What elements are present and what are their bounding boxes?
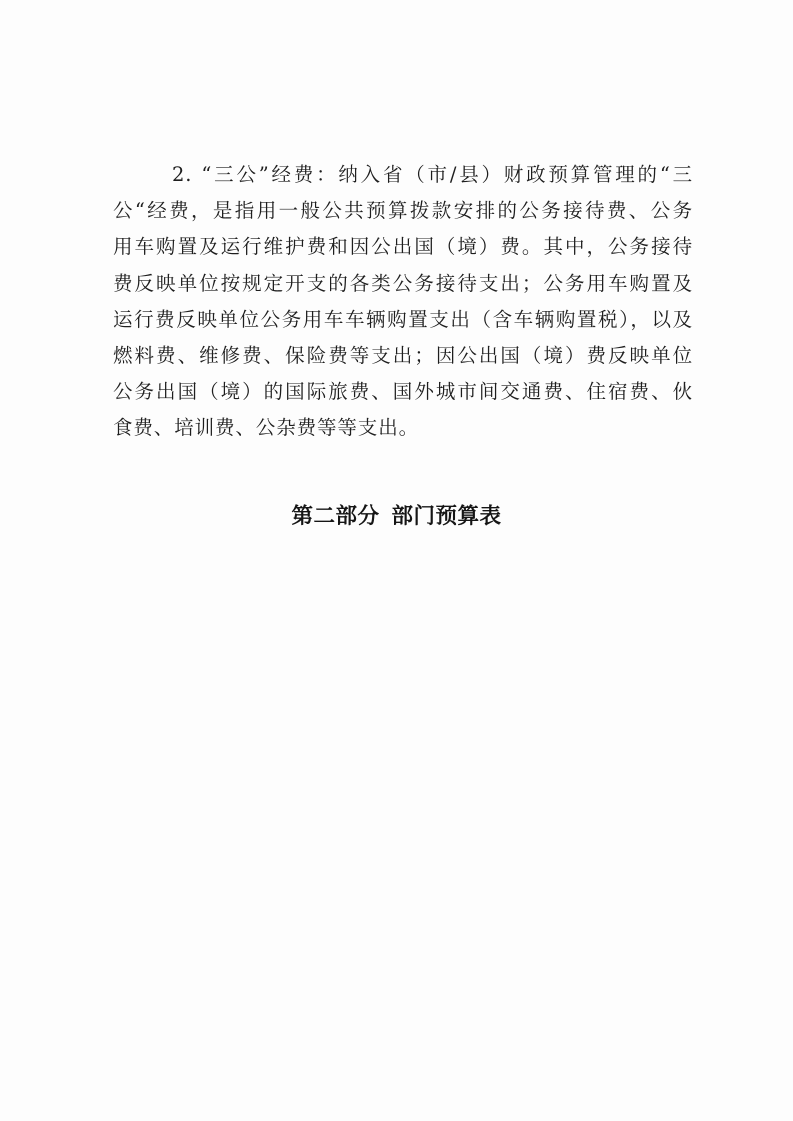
section-part-label: 第二部分 (291, 504, 380, 529)
paragraph-line: 用车购置及运行维护费和因公出国（境）费。其中，公务接待 (113, 235, 693, 259)
paragraph-line: 燃料费、维修费、保险费等支出；因公出国（境）费反映单位 (113, 343, 693, 367)
paragraph-line: 食费、培训费、公杂费等等支出。 (113, 416, 420, 440)
paragraph-line: 2. “三公”经费：纳入省（市/县）财政预算管理的“三 (172, 163, 693, 186)
section-heading (0, 501, 793, 533)
section-title: 部门预算表 (391, 504, 502, 529)
paragraph-line: 公务出国（境）的国际旅费、国外城市间交通费、住宿费、伙 (113, 380, 693, 404)
paragraph-line: 费反映单位按规定开支的各类公务接待支出；公务用车购置及 (113, 271, 693, 295)
paragraph-line: 运行费反映单位公务用车车辆购置支出（含车辆购置税），以及 (113, 307, 693, 331)
three-public-expenses-paragraph (113, 157, 693, 447)
paragraph-line: 公“经费，是指用一般公共预算拨款安排的公务接待费、公务 (113, 199, 693, 223)
